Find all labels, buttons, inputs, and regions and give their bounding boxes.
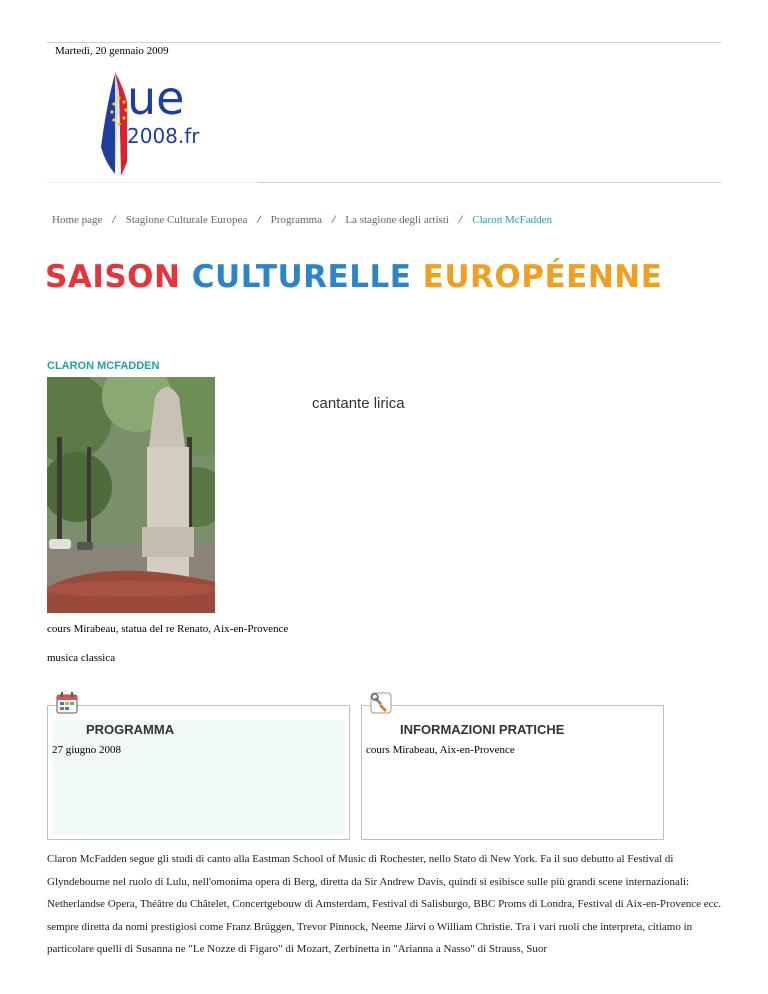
banner-word-saison: SAISON	[45, 259, 181, 295]
breadcrumb-separator: /	[332, 212, 336, 226]
breadcrumb-artisti[interactable]: La stagione degli artisti	[345, 214, 449, 226]
info-box	[361, 705, 664, 840]
calendar-icon	[56, 692, 78, 714]
banner-word-culturelle: CULTURELLE	[191, 259, 412, 295]
logo-domain-text: 2008.fr	[127, 124, 200, 148]
breadcrumb-programma[interactable]: Programma	[270, 214, 322, 226]
programma-title: PROGRAMMA	[86, 722, 175, 737]
breadcrumb-separator: /	[458, 212, 463, 226]
programma-date: 27 giugno 2008	[52, 744, 122, 756]
breadcrumb-stagione[interactable]: Stagione Culturale Europea	[125, 214, 248, 226]
logo-divider	[258, 182, 721, 183]
artist-role: cantante lirica	[312, 395, 405, 412]
info-location: cours Mirabeau, Aix-en-Provence	[366, 744, 515, 756]
photo-caption: cours Mirabeau, statua del re Renato, Aix-en-Provence	[47, 623, 289, 635]
breadcrumb-home[interactable]: Home page	[52, 214, 103, 226]
artist-photo	[47, 377, 215, 613]
breadcrumb-separator: /	[112, 212, 116, 226]
logo-divider-light	[47, 182, 258, 183]
banner-word-europeenne: EUROPÉENNE	[422, 259, 663, 295]
current-date: Martedì, 20 gennaio 2009	[55, 45, 169, 57]
ue2008-logo[interactable]	[97, 62, 212, 180]
header-divider	[47, 42, 721, 43]
breadcrumb	[52, 212, 552, 227]
section-banner	[45, 259, 663, 295]
logo-ue-text: ue	[127, 71, 185, 125]
programma-box	[47, 705, 350, 840]
breadcrumb-current: Claron McFadden	[472, 214, 552, 226]
breadcrumb-separator: /	[257, 212, 261, 226]
programma-box-background	[52, 720, 345, 835]
artist-name: CLARON MCFADDEN	[47, 360, 160, 372]
artist-biography: Claron McFadden segue gli studi di canto alla Eastman School of Music di Rochester, nello Stato di New York. Fa il suo debutto al Festival di Glyndebourne nel ruolo di Lulu, nell'omonima opera di Berg, diretta da Sir Andrew Davis, quindi si esibisce sulle più grandi scene internazionali: Netherlandse Opera, Théâtre du Châtelet, Concertgebouw di Amsterdam, Festival di Salisburgo, BBC Proms di Londra, Festival di Aix-en-Provence ecc. sempre diretta da nomi prestigiosi come Franz Brüggen, Trevor Pinnock, Neeme Järvi o William Christie. Tra i vari ruoli che interpreta, citiamo in particolare quelli di Susanna ne "Le Nozze di Figaro" di Mozart, Zerbinetta in "Arianna a Nasso" di Strauss, Suor	[47, 853, 722, 955]
tools-icon	[370, 692, 392, 714]
info-title: INFORMAZIONI PRATICHE	[400, 722, 565, 737]
artist-genre: musica classica	[47, 652, 116, 664]
